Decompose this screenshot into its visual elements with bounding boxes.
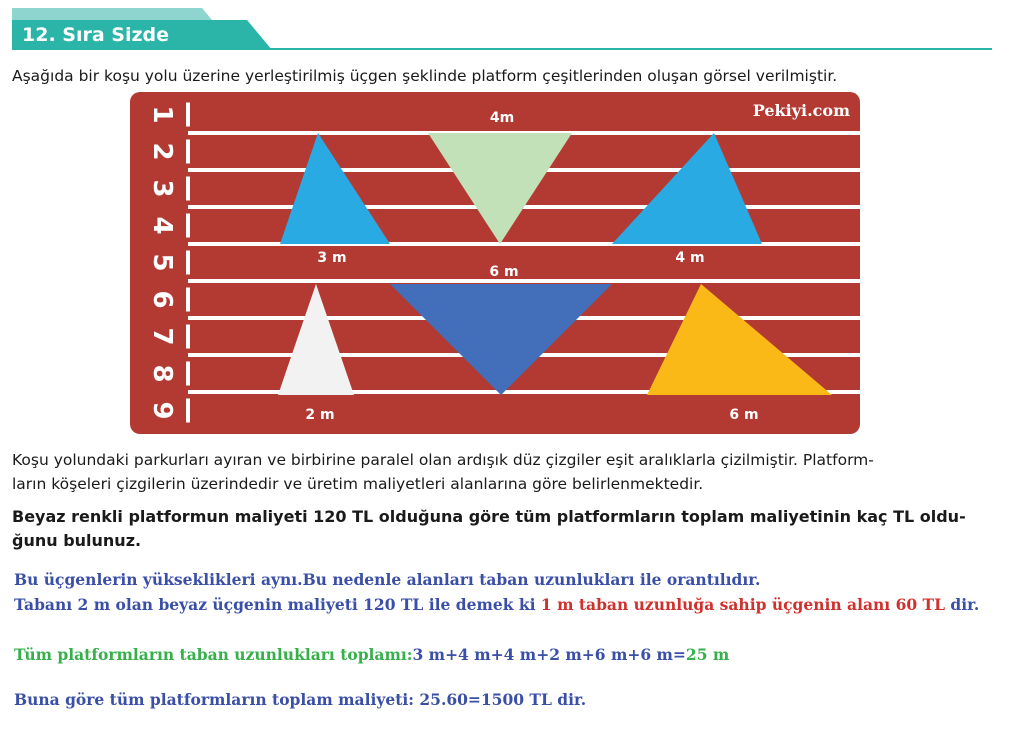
lane-number: 9 xyxy=(147,401,177,420)
label-yellow: 6 m xyxy=(729,407,759,423)
lane-start-mark xyxy=(186,325,190,349)
intro-text: Aşağıda bir koşu yolu üzerine yerleştirilmiş üçgen şeklinde platform çeşitlerinden oluşan görsel verilmiştir. xyxy=(12,67,838,85)
lane-number: 6 xyxy=(147,290,177,309)
label-blue-right: 4 m xyxy=(675,250,705,266)
lane-start-marks xyxy=(186,103,190,423)
description-line-1: Koşu yolundaki parkurları ayıran ve birbirine paralel olan ardışık düz çizgiler eşit aralıklarla çizilmiştir. Platform- xyxy=(12,451,874,469)
lane-start-mark xyxy=(186,140,190,164)
lane-number: 4 xyxy=(147,216,177,235)
lane-number: 1 xyxy=(147,105,177,124)
lane-start-mark xyxy=(186,214,190,238)
lane-start-mark xyxy=(186,177,190,201)
lane-start-mark xyxy=(186,362,190,386)
lane-number: 5 xyxy=(147,253,177,272)
question-line-2: ğunu bulunuz. xyxy=(12,531,142,550)
answer-line-2 xyxy=(14,595,979,615)
watermark: Pekiyi.com xyxy=(752,101,850,120)
header-rule xyxy=(260,48,992,50)
answer-line-2-part-a: Tabanı 2 m olan beyaz üçgenin maliyeti 120 TL ile demek ki xyxy=(14,595,541,614)
section-title: 12. Sıra Sizde xyxy=(22,24,170,46)
answer-line-1: Bu üçgenlerin yükseklikleri aynı.Bu nedenle alanları taban uzunlukları ile orantılıdır. xyxy=(14,570,761,589)
label-white: 2 m xyxy=(305,407,335,423)
header-accent xyxy=(12,8,212,20)
answer-line-3 xyxy=(14,645,729,665)
lane-number: 8 xyxy=(147,364,177,383)
lane-start-mark xyxy=(186,288,190,312)
lane-number: 3 xyxy=(147,179,177,198)
label-top-green: 4m xyxy=(489,110,515,126)
label-green-base: 6 m xyxy=(489,264,519,280)
lane-number: 7 xyxy=(147,327,177,346)
lane-start-mark xyxy=(186,399,190,423)
answer-line-2-part-c: dir. xyxy=(944,595,980,614)
lane-start-mark xyxy=(186,103,190,127)
answer-line-3-part-a: Tüm platformların taban uzunlukları toplamı: xyxy=(14,645,413,664)
answer-line-2-highlight: 1 m taban uzunluğa sahip üçgenin alanı 60 TL xyxy=(540,595,945,614)
answer-line-3-result: 25 m xyxy=(685,645,730,664)
answer-line-4: Buna göre tüm platformların toplam maliyeti: 25.60=1500 TL dir. xyxy=(14,690,587,709)
description-line-2: ların köşeleri çizgilerin üzerindedir ve üretim maliyetleri alanlarına göre belirlenmektedir. xyxy=(12,475,704,493)
description-paragraph xyxy=(12,448,1002,496)
running-track-figure xyxy=(130,92,860,434)
label-blue-left: 3 m xyxy=(317,250,347,266)
question-paragraph xyxy=(12,505,1002,553)
answer-line-3-part-b: 3 m+4 m+4 m+2 m+6 m+6 m= xyxy=(412,645,686,664)
lane-separator-line xyxy=(188,279,860,283)
lane-start-mark xyxy=(186,251,190,275)
lane-numbers xyxy=(147,105,177,419)
lane-number: 2 xyxy=(147,142,177,161)
question-line-1: Beyaz renkli platformun maliyeti 120 TL olduğuna göre tüm platformların toplam maliyetinin kaç TL oldu- xyxy=(12,507,966,526)
